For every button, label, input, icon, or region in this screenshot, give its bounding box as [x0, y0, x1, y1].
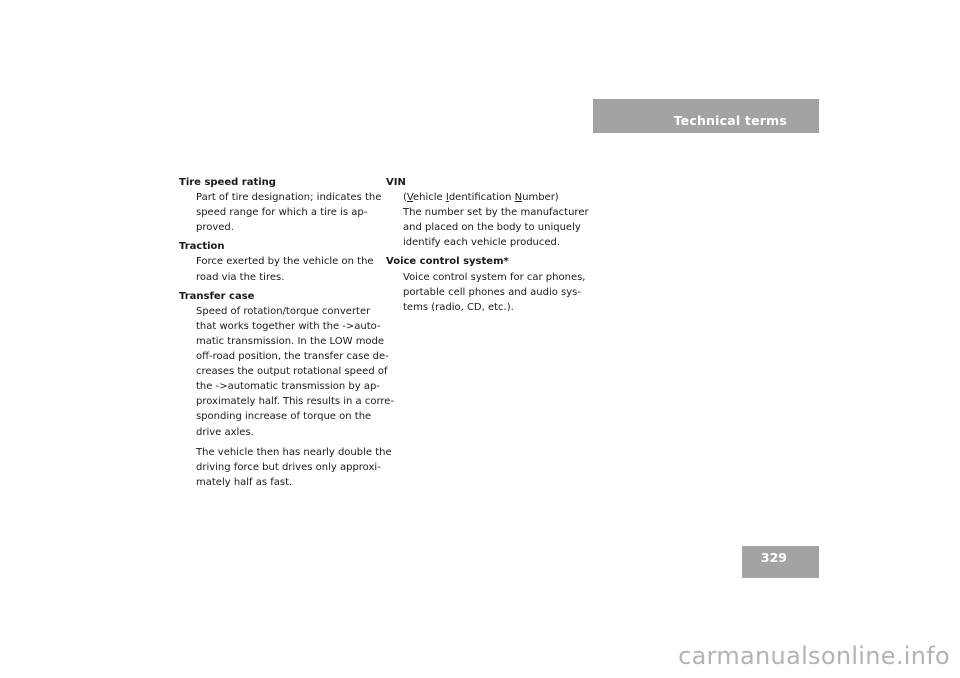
glossary-entry-traction — [179, 239, 381, 284]
left-column — [179, 175, 395, 494]
definition-voice-control-system — [386, 270, 588, 315]
definition-traction — [179, 254, 381, 284]
page-number-box — [742, 546, 819, 578]
term-traction: Traction — [179, 241, 225, 253]
page-number: 329 — [760, 550, 787, 565]
definition-line: that works together with the ->auto- — [196, 320, 381, 332]
definition-line: creases the output rotational speed of — [196, 366, 388, 378]
definition-line: portable cell phones and audio sys- — [403, 286, 581, 298]
definition-line: The vehicle then has nearly double the — [196, 446, 392, 458]
definition-line: the ->automatic transmission by ap- — [196, 381, 380, 393]
definition-vin — [386, 190, 588, 250]
expansion-initial-i: I — [445, 192, 449, 204]
glossary-entry-transfer-case — [179, 289, 395, 490]
definition-line: Speed of rotation/torque converter — [196, 305, 371, 317]
definition-line: Force exerted by the vehicle on the — [196, 256, 374, 268]
expansion-word-identification: dentification — [448, 192, 515, 204]
definition-tire-speed-rating — [179, 190, 381, 235]
definition-transfer-case-paragraph-2 — [179, 445, 392, 490]
glossary-entry-voice-control-system — [386, 254, 588, 314]
expansion-paren: ( — [403, 192, 407, 204]
term-voice-control-system: Voice control system* — [386, 256, 509, 268]
section-title: Technical terms — [673, 113, 787, 128]
expansion-initial-n: N — [514, 192, 523, 204]
definition-line: driving force but drives only approxi- — [196, 461, 381, 473]
definition-line: mately half as fast. — [196, 476, 293, 488]
definition-line: drive axles. — [196, 426, 254, 438]
expansion-word-vehicle: ehicle — [412, 192, 446, 204]
definition-line: off-road position, the transfer case de- — [196, 351, 389, 363]
definition-line: matic transmission. In the LOW mode — [196, 335, 385, 347]
definition-transfer-case-paragraph-1 — [179, 304, 395, 440]
definition-line: identify each vehicle produced. — [403, 237, 561, 249]
glossary-entry-tire-speed-rating — [179, 175, 381, 235]
definition-line: The number set by the manufacturer — [403, 207, 589, 219]
definition-line: speed range for which a tire is ap- — [196, 207, 368, 219]
term-vin: VIN — [386, 177, 406, 188]
definition-line: and placed on the body to uniquely — [403, 222, 581, 234]
definition-line: proved. — [196, 222, 234, 234]
term-tire-speed-rating: Tire speed rating — [179, 177, 276, 188]
definition-line: sponding increase of torque on the — [196, 411, 372, 423]
definition-line: Part of tire designation; indicates the — [196, 192, 382, 204]
definition-line: tems (radio, CD, etc.). — [403, 301, 514, 313]
glossary-entry-vin — [386, 175, 588, 250]
watermark: carmanualsonline.info — [678, 642, 950, 670]
right-column — [386, 175, 588, 319]
definition-line: road via the tires. — [196, 271, 285, 283]
expansion-word-number: umber) — [522, 192, 559, 204]
section-header-bar — [593, 99, 819, 133]
definition-line: Voice control system for car phones, — [403, 271, 586, 283]
definition-line: proximately half. This results in a corre- — [196, 396, 395, 408]
term-transfer-case: Transfer case — [179, 290, 255, 302]
expansion-initial-v: V — [406, 192, 413, 204]
vin-expansion — [403, 190, 588, 205]
